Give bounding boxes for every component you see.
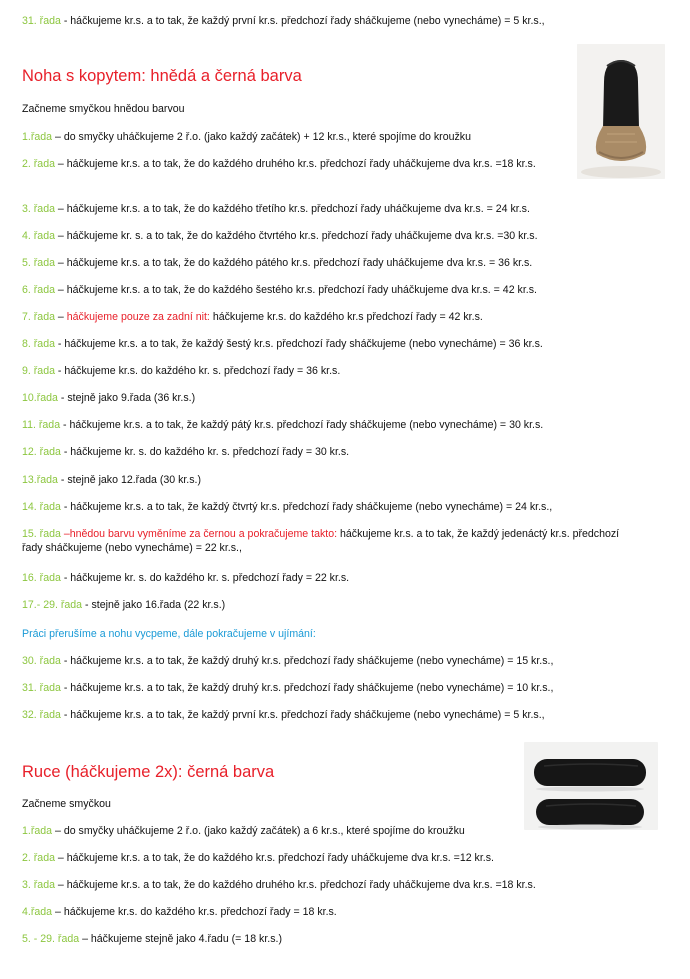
leg-row-6 [22,283,537,297]
leg-row-11 [22,418,543,432]
row-text-rest: háčkujeme kr.s. a to tak, že každý jedenáctý kr.s. předchozí řady sháčkujeme (nebo vynecháme) = 22 kr.s., [22,528,620,554]
row-text: - háčkujeme kr.s. a to tak, že každý druhý kr.s. předchozí řady sháčkujeme (nebo vynecháme) = 15 kr.s., [60,655,554,667]
leg-row-2 [22,157,562,171]
row-text: – háčkujeme stejně jako 4.řadu (= 18 kr.s.) [79,933,282,945]
row-text: - háčkujeme kr.s. a to tak, že každý čtvrtý kr.s. předchozí řady sháčkujeme (nebo vynecháme) = 24 kr.s., [60,501,553,513]
leg-row-31 [22,681,553,695]
row-number: 12. řada [22,446,61,458]
leg-row-3 [22,202,530,216]
row-number: 13.řada [22,474,58,486]
row-text: – [54,311,67,323]
row-number: 5. řada [22,257,55,269]
row-text: – háčkujeme kr. s. a to tak, že do každého čtvrtého kr.s. předchozí řady uháčkujeme dva kr.s. =30 kr.s. [54,230,538,242]
row-number: 6. řada [22,284,55,296]
row-number: 10.řada [22,392,58,404]
row-text: - háčkujeme kr.s. a to tak, že každý první kr.s. předchozí řady sháčkujeme (nebo vynecháme) = 5 kr.s., [60,15,545,27]
row-number: 30. řada [22,655,61,667]
row-number: 14. řada [22,501,61,513]
arms-row-4 [22,905,337,919]
row-text-rest: háčkujeme kr.s. do každého kr.s předchozí řady = 42 kr.s. [209,311,483,323]
row-number: 4.řada [22,906,53,918]
leg-photo [577,44,665,179]
row-number: 15. řada [22,528,61,540]
arms-section-title: Ruce (háčkujeme 2x): černá barva [22,763,275,781]
row-number: 2. řada [22,158,55,170]
leg-row-5 [22,256,532,270]
row-text: - háčkujeme kr.s. do každého kr. s. předchozí řady = 36 kr.s. [54,365,341,377]
leg-row-1 [22,130,471,144]
crocheted-arms-image [524,742,658,830]
arms-row-3 [22,878,536,892]
row-text: - háčkujeme kr.s. a to tak, že každý šestý kr.s. předchozí řady sháčkujeme (nebo vynecháme) = 36 kr.s. [54,338,543,350]
leg-row-30 [22,654,553,668]
leg-section-title: Noha s kopytem: hnědá a černá barva [22,67,302,85]
row-number: 8. řada [22,338,55,350]
row-text: - háčkujeme kr.s. a to tak, že každý druhý kr.s. předchozí řady sháčkujeme (nebo vynecháme) = 10 kr.s., [60,682,554,694]
row-number: 5. - 29. řada [22,933,80,945]
leg-intro: Začneme smyčkou hnědou barvou [22,103,185,115]
row-text: – háčkujeme kr.s. a to tak, že do každého druhého kr.s. předchozí řady uháčkujeme dva kr.s. =18 kr.s. [54,158,536,170]
top-row [22,14,545,28]
row-number: 9. řada [22,365,55,377]
row-text: – háčkujeme kr.s. a to tak, že do každého třetího kr.s. předchozí řady uháčkujeme dva kr.s. = 24 kr.s. [54,203,530,215]
leg-row-7 [22,310,483,324]
row-text: - stejně jako 16.řada (22 kr.s.) [82,599,226,611]
row-text: - stejně jako 9.řada (36 kr.s.) [57,392,196,404]
row-text: – háčkujeme kr.s. do každého kr.s. předchozí řady = 18 kr.s. [52,906,337,918]
row-text: – háčkujeme kr.s. a to tak, že do každého druhého kr.s. předchozí řady uháčkujeme dva kr.s. =18 kr.s. [54,879,536,891]
row-number: 1.řada [22,131,53,143]
arms-intro: Začneme smyčkou [22,798,111,810]
row-number: 16. řada [22,572,61,584]
leg-row-13 [22,473,201,487]
row-highlight: –hnědou barvu vyměníme za černou a pokračujeme takto: [60,528,338,540]
leg-note: Práci přerušíme a nohu vycpeme, dále pokračujeme v ujímání: [22,628,316,640]
row-text: - háčkujeme kr. s. do každého kr. s. předchozí řady = 22 kr.s. [60,572,350,584]
leg-row-17 [22,598,225,612]
row-number: 11. řada [22,419,61,431]
row-text: - háčkujeme kr.s. a to tak, že každý pátý kr.s. předchozí řady sháčkujeme (nebo vynecháme) = 30 kr.s. [60,419,544,431]
row-number: 17.- 29. řada [22,599,83,611]
row-text: – háčkujeme kr.s. a to tak, že do každého pátého kr.s. předchozí řady uháčkujeme dva kr.s. = 36 kr.s. [54,257,533,269]
arms-row-5 [22,932,282,946]
row-text: – háčkujeme kr.s. a to tak, že do každého kr.s. předchozí řady uháčkujeme dva kr.s. =12 kr.s. [54,852,494,864]
row-text: - háčkujeme kr. s. do každého kr. s. předchozí řady = 30 kr.s. [60,446,350,458]
row-text: - háčkujeme kr.s. a to tak, že každý první kr.s. předchozí řady sháčkujeme (nebo vynecháme) = 5 kr.s., [60,709,545,721]
row-text: - stejně jako 12.řada (30 kr.s.) [57,474,202,486]
arms-row-2 [22,851,494,865]
row-number: 3. řada [22,879,55,891]
leg-row-8 [22,337,543,351]
arms-photo [524,742,658,830]
leg-row-16 [22,571,349,585]
row-number: 3. řada [22,203,55,215]
row-text: – do smyčky uháčkujeme 2 ř.o. (jako každý začátek) a 6 kr.s., které spojíme do kroužku [52,825,465,837]
row-number: 4. řada [22,230,55,242]
row-number: 7. řada [22,311,55,323]
row-number: 31. řada [22,15,61,27]
leg-row-10 [22,391,195,405]
row-number: 32. řada [22,709,61,721]
row-number: 2. řada [22,852,55,864]
leg-row-32 [22,708,545,722]
row-number: 1.řada [22,825,53,837]
crocheted-leg-image [577,44,665,179]
arms-row-1 [22,824,465,838]
leg-row-14 [22,500,552,514]
leg-row-12 [22,445,349,459]
row-text: – do smyčky uháčkujeme 2 ř.o. (jako každý začátek) + 12 kr.s., které spojíme do kroužku [52,131,471,143]
leg-row-15 [22,527,637,555]
row-highlight: háčkujeme pouze za zadní nit: [66,311,210,323]
leg-row-9 [22,364,340,378]
leg-row-4 [22,229,538,243]
row-text: – háčkujeme kr.s. a to tak, že do každého šestého kr.s. předchozí řady uháčkujeme dva kr.s. = 42 kr.s. [54,284,537,296]
row-number: 31. řada [22,682,61,694]
